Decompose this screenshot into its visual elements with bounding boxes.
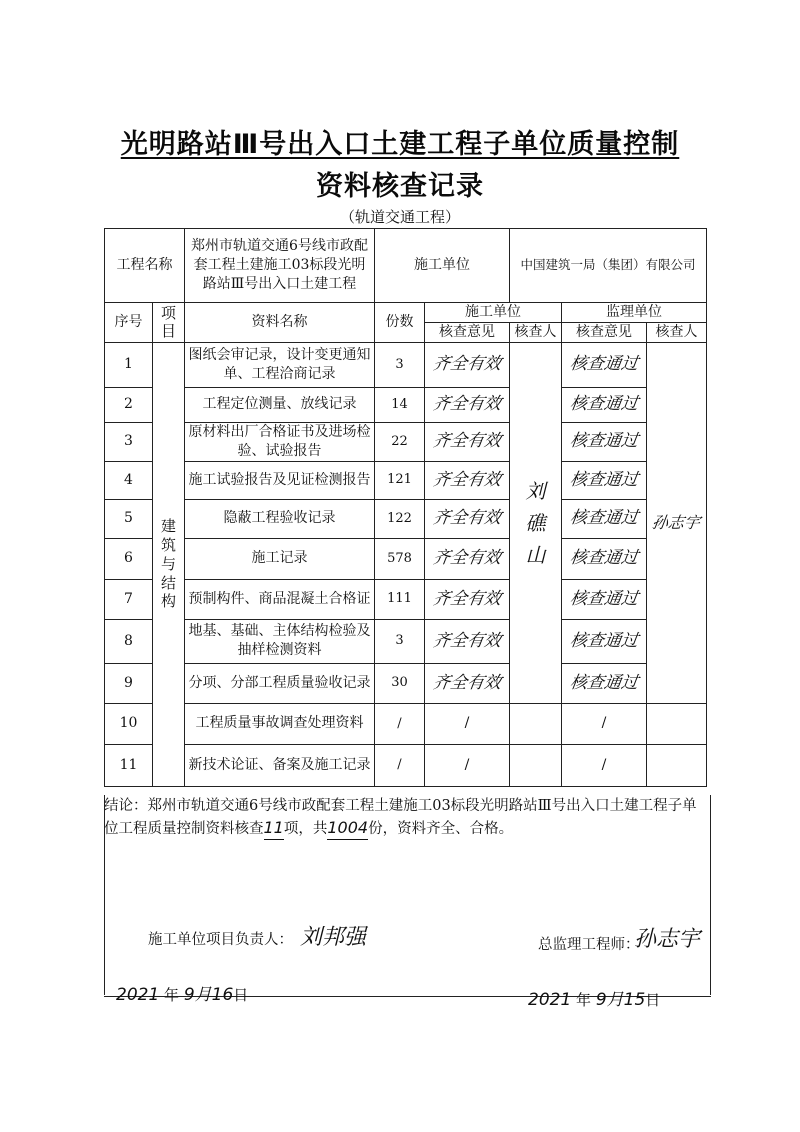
supervisor-opinion-text: 核查通过 [568,354,640,375]
table-row [105,342,707,387]
date-left-month-day: 9月16 [183,985,234,1005]
document-name: 施工试验报告及见证检测报告 [185,461,375,499]
contractor-pm-signature: 刘邦强 [300,925,367,950]
supervisor-opinion [562,499,647,538]
contractor-opinion-text: 齐全有效 [431,469,503,490]
supervisor-opinion-text: 核查通过 [568,588,640,609]
table-row [105,422,707,461]
col-header-name: 资料名称 [185,303,375,343]
chief-supervisor-label: 总监理工程师： [538,937,640,953]
document-name: 图纸会审记录，设计变更通知单、工程洽商记录 [185,342,375,387]
supervisor-opinion [562,422,647,461]
contractor-opinion [425,538,510,579]
document-count: 22 [375,422,425,461]
contractor-checker-char: 山 [525,542,546,567]
category-char: 与 [160,554,176,573]
conclusion-prefix: 结论：郑州市轨道交通6号线市政配套工程土建施工03标段光明路站Ⅲ号出入口土建工程子单位工程质量控制资料核查 [104,798,697,837]
table-row [105,461,707,499]
supervisor-checker-signature [647,342,707,703]
document-count: 122 [375,499,425,538]
conclusion-text [104,795,704,840]
col-header-contractor-opinion: 核查意见 [425,322,510,342]
supervisor-opinion-text: 核查通过 [568,394,640,415]
document-count: / [375,703,425,744]
contractor-opinion: / [425,744,510,786]
contractor-opinion [425,387,510,422]
date-right-year: 2021 [528,990,572,1010]
contractor-opinion [425,663,510,703]
document-count: 14 [375,387,425,422]
table-row [105,387,707,422]
date-right-year-label: 年 [576,991,592,1009]
document-name: 工程质量事故调查处理资料 [185,703,375,744]
document-count: / [375,744,425,786]
supervisor-opinion [562,619,647,663]
contractor-opinion-text: 齐全有效 [431,394,503,415]
row-number: 8 [105,619,153,663]
category-char: 筑 [160,536,176,555]
contractor-opinion-text: 齐全有效 [431,630,503,651]
document-name: 新技术论证、备案及施工记录 [185,744,375,786]
date-right-month-day: 9月15 [595,990,646,1010]
document-title-line1: 光明路站Ⅲ号出入口土建工程子单位质量控制 [120,129,680,160]
date-right [528,985,660,1010]
category-char: 结 [160,573,176,592]
row-number: 5 [105,499,153,538]
document-name: 预制构件、商品混凝土合格证 [185,579,375,619]
contractor-opinion-text: 齐全有效 [431,354,503,375]
contractor-opinion [425,619,510,663]
contractor-opinion [425,342,510,387]
contractor-checker-char: 刘 [525,478,546,503]
date-left-day-label: 日 [233,986,249,1004]
table-row [105,499,707,538]
contractor-opinion [425,499,510,538]
document-count: 30 [375,663,425,703]
document-name: 地基、基础、主体结构检验及抽样检测资料 [185,619,375,663]
document-name: 隐蔽工程验收记录 [185,499,375,538]
chief-supervisor-signature: 孙志宇 [634,927,701,952]
table-row [105,744,707,786]
contractor-name: 中国建筑一局（集团）有限公司 [510,229,707,303]
conclusion-total: 1004 [327,817,368,840]
contractor-checker-signature [510,342,562,703]
supervisor-checker-text: 孙志宇 [651,512,702,532]
conclusion-mid: 项，共 [283,821,328,837]
contractor-opinion-text: 齐全有效 [431,508,503,529]
category-char: 建 [160,517,176,536]
supervisor-opinion [562,387,647,422]
supervisor-opinion [562,538,647,579]
document-count: 121 [375,461,425,499]
supervisor-checker [647,744,707,786]
supervisor-opinion: / [562,703,647,744]
supervisor-opinion-text: 核查通过 [568,672,640,693]
col-header-item-char: 项 [160,303,176,322]
col-header-supervisor-opinion: 核查意见 [562,322,647,342]
conclusion-box-right-border [710,795,711,995]
table-row [105,538,707,579]
col-header-supervisor-checker: 核查人 [647,322,707,342]
supervisor-opinion: / [562,744,647,786]
contractor-opinion-text: 齐全有效 [431,672,503,693]
row-number: 10 [105,703,153,744]
date-left [116,980,248,1005]
document-name: 分项、分部工程质量验收记录 [185,663,375,703]
contractor-checker [510,703,562,744]
supervisor-opinion [562,579,647,619]
supervisor-opinion-text: 核查通过 [568,508,640,529]
project-name-label: 工程名称 [105,229,185,303]
contractor-opinion-text: 齐全有效 [431,431,503,452]
row-number: 4 [105,461,153,499]
category-char: 构 [160,592,176,611]
contractor-pm-label: 施工单位项目负责人： [148,932,293,948]
col-header-item [153,303,185,343]
contractor-opinion-text: 齐全有效 [431,588,503,609]
col-header-contractor-checker: 核查人 [510,322,562,342]
row-number: 9 [105,663,153,703]
contractor-opinion [425,422,510,461]
row-number: 2 [105,387,153,422]
supervisor-opinion [562,663,647,703]
contractor-opinion [425,579,510,619]
table-row [105,703,707,744]
document-name: 施工记录 [185,538,375,579]
conclusion-items: 11 [264,817,284,840]
col-header-contractor-group: 施工单位 [425,303,562,323]
document-subtitle: （轨道交通工程） [339,208,460,226]
row-number: 1 [105,342,153,387]
supervisor-opinion-text: 核查通过 [568,431,640,452]
document-count: 3 [375,619,425,663]
document-count: 111 [375,579,425,619]
contractor-label: 施工单位 [375,229,510,303]
conclusion-suffix: 份，资料齐全、合格。 [368,821,514,837]
contractor-checker-char: 礁 [525,510,546,535]
table-row [105,619,707,663]
date-left-year-label: 年 [164,986,180,1004]
document-name: 工程定位测量、放线记录 [185,387,375,422]
date-left-year: 2021 [116,985,160,1005]
col-header-item-char: 目 [160,322,176,341]
col-header-supervisor-group: 监理单位 [562,303,707,323]
supervisor-opinion-text: 核查通过 [568,469,640,490]
row-number: 3 [105,422,153,461]
col-header-seq: 序号 [105,303,153,343]
col-header-count: 份数 [375,303,425,343]
contractor-opinion: / [425,703,510,744]
row-number: 11 [105,744,153,786]
supervisor-opinion [562,461,647,499]
contractor-opinion-text: 齐全有效 [431,548,503,569]
document-count: 3 [375,342,425,387]
table-row [105,663,707,703]
document-count: 578 [375,538,425,579]
row-number: 6 [105,538,153,579]
row-number: 7 [105,579,153,619]
document-name: 原材料出厂合格证书及进场检验、试验报告 [185,422,375,461]
supervisor-opinion-text: 核查通过 [568,630,640,651]
supervisor-opinion-text: 核查通过 [568,548,640,569]
supervisor-checker [647,703,707,744]
inspection-table [104,228,707,787]
category-architecture-structure [153,342,185,786]
contractor-opinion [425,461,510,499]
project-name-value: 郑州市轨道交通6号线市政配套工程土建施工03标段光明路站Ⅲ号出入口土建工程 [185,229,375,303]
date-right-day-label: 日 [645,991,661,1009]
contractor-checker [510,744,562,786]
table-row [105,579,707,619]
supervisor-opinion [562,342,647,387]
document-title-line2: 资料核查记录 [316,171,484,202]
